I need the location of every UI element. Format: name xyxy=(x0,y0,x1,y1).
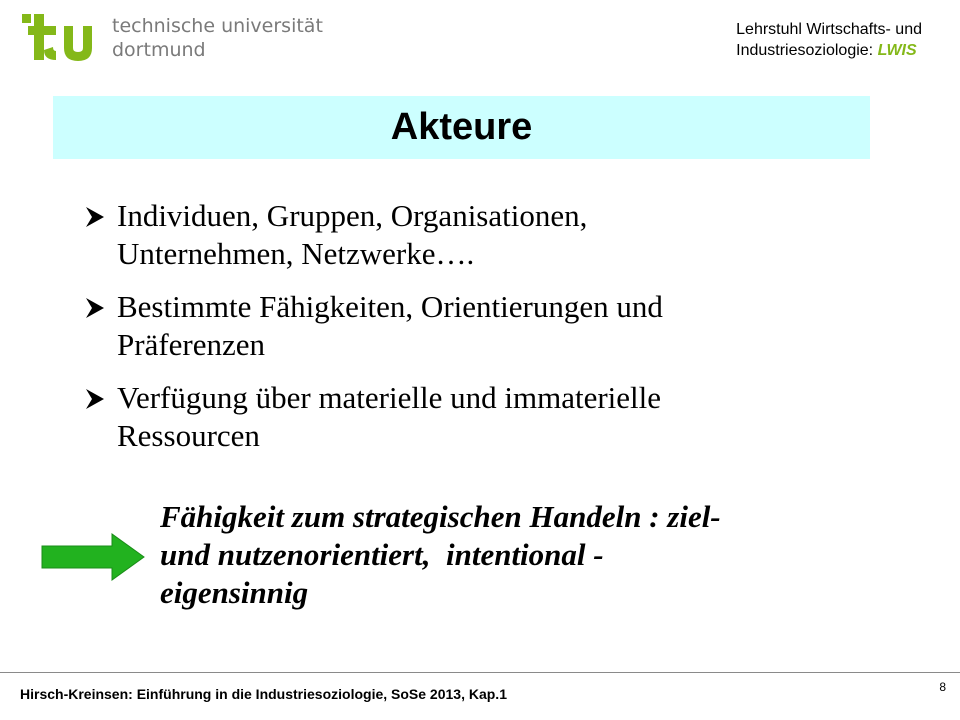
bullet-line: Bestimmte Fähigkeiten, Orientierungen und xyxy=(117,289,663,324)
green-right-arrow-icon xyxy=(40,532,146,582)
chair-line1: Lehrstuhl Wirtschafts- und xyxy=(736,21,922,38)
university-name-line2: dortmund xyxy=(112,39,206,61)
chair-line2 xyxy=(736,40,922,61)
bullet-item xyxy=(84,197,844,273)
bullet-item xyxy=(84,288,844,364)
footer-divider xyxy=(0,672,960,673)
chair-line2-prefix: Industriesoziologie: xyxy=(736,42,878,59)
title-band xyxy=(53,96,870,159)
conclusion-text xyxy=(160,498,860,612)
footer-text: Hirsch-Kreinsen: Einführung in die Industriesoziologie, SoSe 2013, Kap.1 xyxy=(20,686,507,702)
bullet-list xyxy=(84,197,844,470)
bullet-line: Unternehmen, Netzwerke…. xyxy=(117,236,475,271)
university-name-line1: technische universität xyxy=(112,15,323,37)
bullet-item xyxy=(84,379,844,455)
bullet-line: Präferenzen xyxy=(117,327,266,362)
bullet-line: Verfügung über materielle und immaterielle xyxy=(117,380,662,415)
bullet-line: Ressourcen xyxy=(117,418,260,453)
arrowhead-bullet-icon xyxy=(84,297,106,319)
chair-name xyxy=(736,19,922,61)
chair-accent: LWIS xyxy=(877,42,917,59)
bullet-line: Individuen, Gruppen, Organisationen, xyxy=(117,198,588,233)
tu-logo-icon xyxy=(22,14,102,62)
conclusion-line: Fähigkeit zum strategischen Handeln : ziel- xyxy=(160,499,721,534)
arrowhead-bullet-icon xyxy=(84,206,106,228)
conclusion-line: und nutzenorientiert, intentional - xyxy=(160,537,604,572)
slide-title: Akteure xyxy=(390,106,533,148)
university-name xyxy=(112,14,323,62)
conclusion-line: eigensinnig xyxy=(160,575,309,610)
page-number: 8 xyxy=(939,680,946,694)
arrowhead-bullet-icon xyxy=(84,388,106,410)
